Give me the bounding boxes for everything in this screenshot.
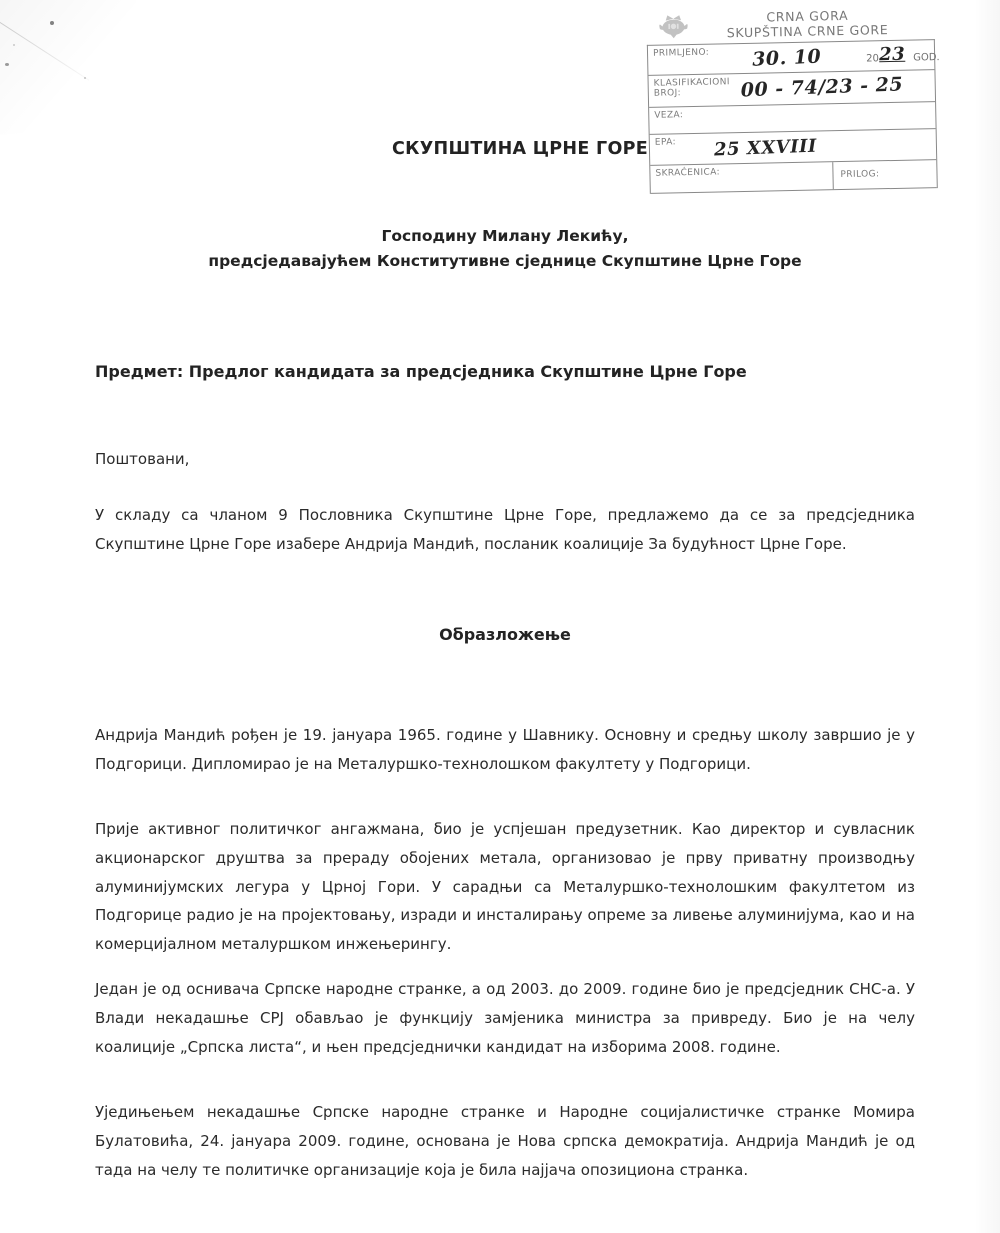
scan-crease-artifact	[0, 0, 145, 135]
scan-speck	[84, 77, 86, 79]
addressee-line-1: Господину Милану Лекићу,	[381, 227, 629, 245]
body-paragraph: Један је од оснивача Српске народне странке, а од 2003. до 2009. године био је предсједник СНС-а. У Влади некадашње СРЈ обављао је функцију замјеника министра за привреду. Био је на челу коалиције „Српска листа“, и њен предсједнички кандидат на изборима 2008. године.	[95, 980, 915, 1056]
scan-speck	[5, 63, 9, 66]
year-prefix-label: 20	[866, 52, 880, 65]
body-paragraph: Уједињењем некадашње Српске народне странке и Народне социјалистичке странке Момира Булатовића, 24. јануара 2009. године, основана је Нова српска демократија. Андрија Мандић је од тада на челу те политичке организације која је била најјача опозициона странка.	[95, 1103, 915, 1179]
scan-speck	[50, 21, 54, 25]
prilog-label: PRILOG:	[840, 168, 880, 180]
scan-edge-shading	[974, 0, 1000, 1233]
scan-speck	[13, 44, 15, 46]
god-label: GOD.	[913, 51, 940, 64]
body-paragraph: Андрија Мандић рођен је 19. јануара 1965. године у Шавнику. Основну и средњу школу завршио је у Подгорици. Дипломирао је на Металуршко-технолошком факултету у Подгорици.	[95, 726, 915, 773]
stamp-header	[680, 7, 935, 42]
epa-value: 25 XXVIII	[713, 135, 818, 160]
klasifikacioni-label: KLASIFIKACIONI	[653, 76, 730, 89]
stamp-header-line1: CRNA GORA	[766, 7, 849, 25]
broj-value: 00 - 74/23 - 25	[740, 72, 904, 101]
body-paragraph: Прије активног политичког ангажмана, био је успјешан предузетник. Као директор и сувласник акционарског друштва за прераду обојених метала, организовао је прву приватну производњу алуминијумских легура у Црној Гори. У сарадњи са Металуршко-технолошким факултетом из Подгорице радио је на пројектовању, изради и инсталирању опреме за ливење алуминијума, као и на комерцијалном металуршком инжењерингу.	[95, 820, 915, 954]
organization-title: СКУПШТИНА ЦРНЕ ГОРЕ	[392, 139, 649, 159]
year-value: 23	[878, 43, 906, 65]
intro-paragraph: У складу са чланом 9 Пословника Скупштине Црне Горе, предлажемо да се за предсједника Скупштине Црне Горе изабере Андрија Мандић, посланик коалиције За будућност Црне Горе.	[95, 506, 915, 553]
skracenica-label: SKRAĆENICA:	[655, 166, 721, 179]
veza-label: VEZA:	[654, 109, 684, 121]
stamp-cell-divider	[832, 162, 834, 189]
addressee-block	[95, 224, 915, 274]
epa-label: EPA:	[654, 136, 677, 148]
salutation: Поштовани,	[95, 450, 190, 468]
primljeno-value: 30. 10	[751, 45, 822, 71]
addressee-line-2: предсједавајућем Конститутивне сједнице Скупштине Црне Горе	[208, 252, 802, 271]
montenegro-coat-of-arms-icon	[656, 13, 691, 40]
stamp-row-skracenica	[650, 160, 937, 194]
section-title-obrazlozenje: Образложење	[439, 625, 571, 644]
primljeno-label: PRIMLJENO:	[652, 47, 710, 59]
stamp-header-line2: SKUPŠTINA CRNE GORE	[726, 21, 889, 41]
subject-line: Предмет: Предлог кандидата за предсједника Скупштине Црне Горе	[95, 362, 747, 381]
stamp-grid	[647, 39, 938, 194]
broj-label: BROJ:	[653, 87, 682, 99]
received-stamp	[646, 7, 938, 193]
